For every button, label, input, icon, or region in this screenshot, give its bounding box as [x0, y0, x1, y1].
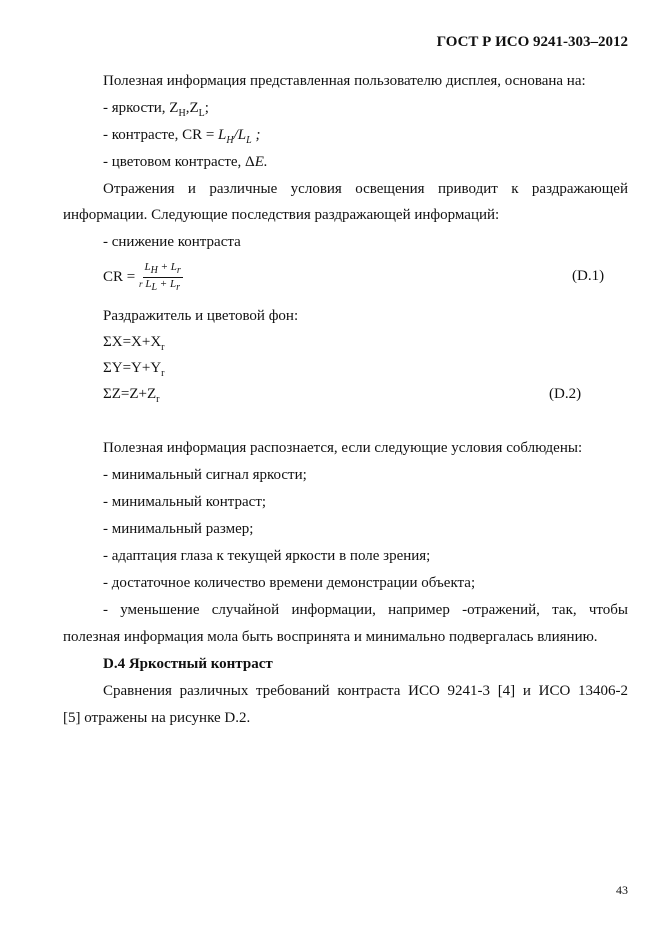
section-heading: D.4 Яркостный контраст: [103, 656, 273, 672]
equation-label: (D.1): [572, 268, 605, 284]
equation-d1: CR = $_r$ $\frac{L_H + L_r}{L_L + L_r}$: [103, 261, 181, 294]
text-line: Полезная информация представленная пользователю дисплея, основана на:: [103, 73, 586, 89]
equation-label: (D.2): [549, 386, 582, 402]
text-line: [5] отражены на рисунке D.2.: [63, 710, 251, 726]
text-line: - цветовом контрасте, ΔE.: [103, 154, 268, 170]
text-line: Полезная информация распознается, если следующие условия соблюдены:: [103, 440, 583, 456]
text-line: - минимальный сигнал яркости;: [103, 467, 307, 483]
text-line: Сравнения различных требований контраста ИСО 9241-3 [4] и ИСО 13406-2: [103, 683, 628, 699]
equation-numerator: $L_H + L_r$: [144, 261, 181, 277]
document-header: ГОСТ Р ИСО 9241-303–2012: [436, 34, 628, 50]
equation-denominator: $L_L + L_r$: [145, 278, 180, 294]
text-line: - адаптация глаза к текущей яркости в поле зрения;: [103, 548, 431, 564]
text-line: - контрасте, CR = $L_H/L_L$ ;: [103, 127, 261, 146]
text-line: - минимальный контраст;: [103, 494, 267, 510]
text-line: - яркости, $Z_H,Z_L$;: [103, 100, 209, 119]
text-line: информации. Следующие последствия раздражающей информаций:: [63, 207, 500, 223]
page-number: 43: [616, 883, 628, 897]
text-line: полезная информация мола быть воспринята и минимально подвергалась влиянию.: [63, 629, 598, 645]
text-line: $\Sigma X=X+X_r$: [103, 334, 165, 353]
text-line: - минимальный размер;: [103, 521, 254, 537]
text-line: - уменьшение случайной информации, например -отражений, так, чтобы: [103, 602, 628, 618]
text-line: $\Sigma Z=Z+Z_r$: [103, 386, 160, 405]
text-line: Раздражитель и цветовой фон:: [103, 308, 299, 324]
text-line: - достаточное количество времени демонстрации объекта;: [103, 575, 476, 591]
text-line: - снижение контраста: [103, 234, 241, 250]
text-line: Отражения и различные условия освещения приводит к раздражающей: [103, 181, 628, 197]
text-line: $\Sigma Y=Y+Y_r$: [103, 360, 165, 379]
